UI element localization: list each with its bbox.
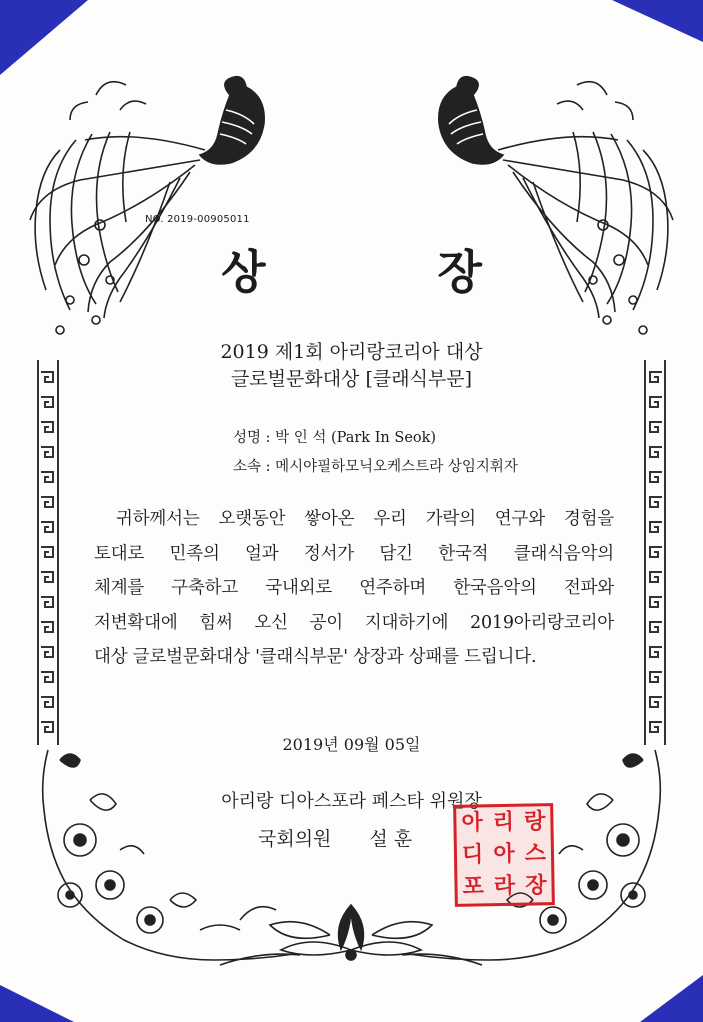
recipient-affiliation-label: 소속 : xyxy=(233,459,271,475)
bottom-left-floral-icon xyxy=(43,750,294,960)
signer-title: 국회의원 xyxy=(258,828,332,850)
citation-line: 토대로 민족의 얼과 정서가 담긴 한국적 클래식음악의 xyxy=(94,543,614,564)
recipient-name-label: 성명 : xyxy=(233,430,271,446)
recipient-affiliation-value: 메시야필하모닉오케스트라 상임지휘자 xyxy=(275,459,518,475)
award-name-line1: 2019 제1회 아리랑코리아 대상 xyxy=(220,341,483,363)
citation-line: 저변확대에 힘써 오신 공이 지대하기에 2019아리랑코리아 xyxy=(94,612,614,633)
title-char-left: 상 xyxy=(221,245,266,299)
certificate-serial-number: NO. 2019-00905011 xyxy=(145,214,250,225)
recipient-name-value: 박 인 석 (Park In Seok) xyxy=(275,430,437,446)
citation-body xyxy=(94,502,614,675)
signer-line xyxy=(258,824,412,851)
official-red-seal-stamp xyxy=(453,803,555,907)
citation-line: 대상 글로벌문화대상 '클래식부문' 상장과 상패를 드립니다. xyxy=(94,647,537,667)
certificate-title xyxy=(0,236,703,302)
seal-char: 디 xyxy=(461,841,484,868)
issue-date: 2019년 09월 05일 xyxy=(282,735,421,754)
recipient-affiliation-row xyxy=(233,455,518,476)
award-name-line2: 글로벌문화대상 [클래식부문] xyxy=(230,368,473,390)
seal-char: 리 xyxy=(492,808,515,836)
issuer-organization: 아리랑 디아스포라 페스타 위원장 xyxy=(221,791,482,812)
bottom-center-flower-emblem-icon xyxy=(220,905,482,965)
seal-char: 스 xyxy=(524,840,547,867)
seal-char: 포 xyxy=(462,873,485,900)
seal-char: 랑 xyxy=(523,808,546,835)
seal-char: 장 xyxy=(524,872,547,899)
seal-char: 라 xyxy=(493,872,516,900)
seal-char: 아 xyxy=(493,840,515,868)
seal-char: 아 xyxy=(461,809,483,836)
signer-name: 설 훈 xyxy=(369,828,413,850)
citation-line: 체계를 구축하고 국내외로 연주하며 한국음악의 전파와 xyxy=(94,578,614,598)
recipient-name-row xyxy=(233,426,436,447)
left-key-pattern-border xyxy=(38,360,58,745)
title-char-right: 장 xyxy=(437,245,482,299)
right-key-pattern-border xyxy=(645,360,665,745)
citation-line: 귀하께서는 오랫동안 쌓아온 우리 가락의 연구와 경험을 xyxy=(116,509,614,529)
